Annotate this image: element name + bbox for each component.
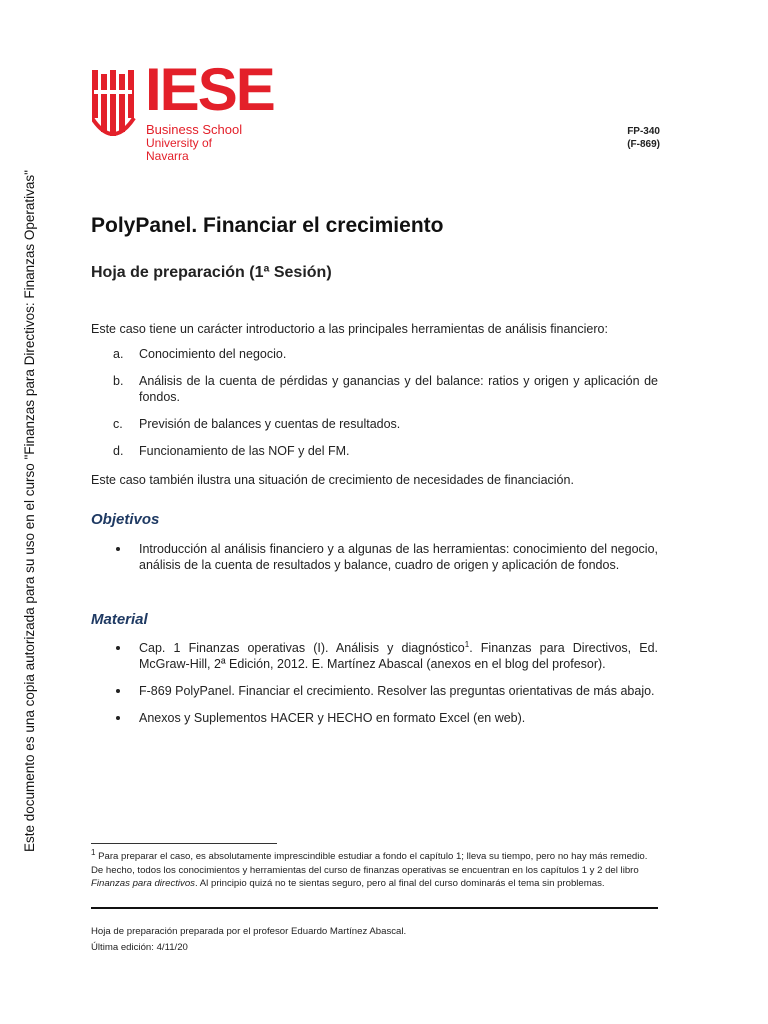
list-item-text: Anexos y Suplementos HACER y HECHO en formato Excel (en web). (139, 711, 526, 725)
footnote-reference[interactable]: 1 (464, 639, 470, 649)
document-code (627, 125, 660, 151)
list-item-text: F-869 PolyPanel. Financiar el crecimiento. Resolver las preguntas orientativas de más abajo. (139, 684, 655, 698)
list-item-text: Previsión de balances y cuentas de resultados. (139, 417, 401, 431)
document-code-primary: FP-340 (627, 126, 660, 137)
iese-logo (92, 56, 274, 163)
footnote-divider (91, 843, 277, 844)
page-subtitle: Hoja de preparación (1ª Sesión) (91, 264, 332, 281)
list-item (91, 541, 658, 573)
list-item-text: . Finanzas para Directivos, Ed. McGraw-Hill, 2ª Edición, 2012. E. Martínez Abascal (anexos en el blog del profesor). (139, 641, 659, 671)
footnote-book-title: Finanzas para directivos (91, 878, 195, 889)
footnote-number: 1 (91, 847, 96, 857)
list-item (91, 346, 658, 362)
bullet-icon (116, 547, 120, 551)
tools-list (91, 346, 658, 470)
list-item-text: Introducción al análisis financiero y a algunas de las herramientas: conocimiento del negocio, análisis de la cuenta de resultados y balance, cuadro de origen y aplicación de fondos. (139, 542, 658, 572)
objectives-heading: Objetivos (91, 511, 160, 528)
bullet-icon (116, 689, 120, 693)
list-item (91, 683, 658, 699)
material-heading: Material (91, 611, 148, 628)
list-item-text: Funcionamiento de las NOF y del FM. (139, 444, 350, 458)
list-item (91, 416, 658, 432)
footnote (91, 847, 658, 891)
intro-paragraph: Este caso tiene un carácter introductorio a las principales herramientas de análisis financiero: (91, 322, 608, 336)
objectives-list (91, 541, 658, 584)
list-marker: b. (113, 374, 124, 388)
bullet-icon (116, 646, 120, 650)
list-item (91, 373, 658, 405)
list-marker: d. (113, 444, 124, 458)
list-item-text: Análisis de la cuenta de pérdidas y ganancias y del balance: ratios y origen y aplicación de fondos. (139, 374, 658, 404)
footnote-text: . Al principio quizá no te sientas seguro, pero al final del curso dominarás el tema sin problemas. (194, 878, 605, 889)
growth-paragraph: Este caso también ilustra una situación de crecimiento de necesidades de financiación. (91, 473, 574, 487)
logo-subtitle-school: Business School (146, 122, 243, 137)
list-item (91, 710, 658, 726)
list-marker: c. (113, 417, 123, 431)
logo-wordmark: IESE (145, 56, 274, 123)
list-item-text: Cap. 1 Finanzas operativas (I). Análisis y diagnóstico (139, 641, 465, 655)
bullet-icon (116, 716, 120, 720)
preparation-credits (91, 924, 406, 956)
material-list (91, 640, 658, 737)
page-title: PolyPanel. Financiar el crecimiento (91, 214, 444, 237)
list-marker: a. (113, 347, 124, 361)
list-item (91, 640, 658, 672)
document-code-secondary: (F-869) (627, 139, 660, 150)
logo-subtitle-university: University of Navarra (146, 136, 213, 163)
list-item (91, 443, 658, 459)
list-item-text: Conocimiento del negocio. (139, 347, 287, 361)
iese-shield-icon (92, 70, 142, 152)
last-edit: Última edición: 4/11/20 (91, 942, 188, 953)
footnote-text: Para preparar el caso, es absolutamente imprescindible estudiar a fondo el capítulo 1; lleva su tiempo, pero no hay más remedio. De hecho, todos los conocimientos y herramientas del curso de finanzas operativas se encuentran en los capítulos 1 y 2 del libro (91, 851, 648, 876)
authorized-copy-note: Este documento es una copia autorizada para su uso en el curso "Finanzas para Directivos: Finanzas Operativas" (22, 170, 37, 852)
footer-divider (91, 907, 658, 909)
prepared-by: Hoja de preparación preparada por el profesor Eduardo Martínez Abascal. (91, 926, 407, 937)
